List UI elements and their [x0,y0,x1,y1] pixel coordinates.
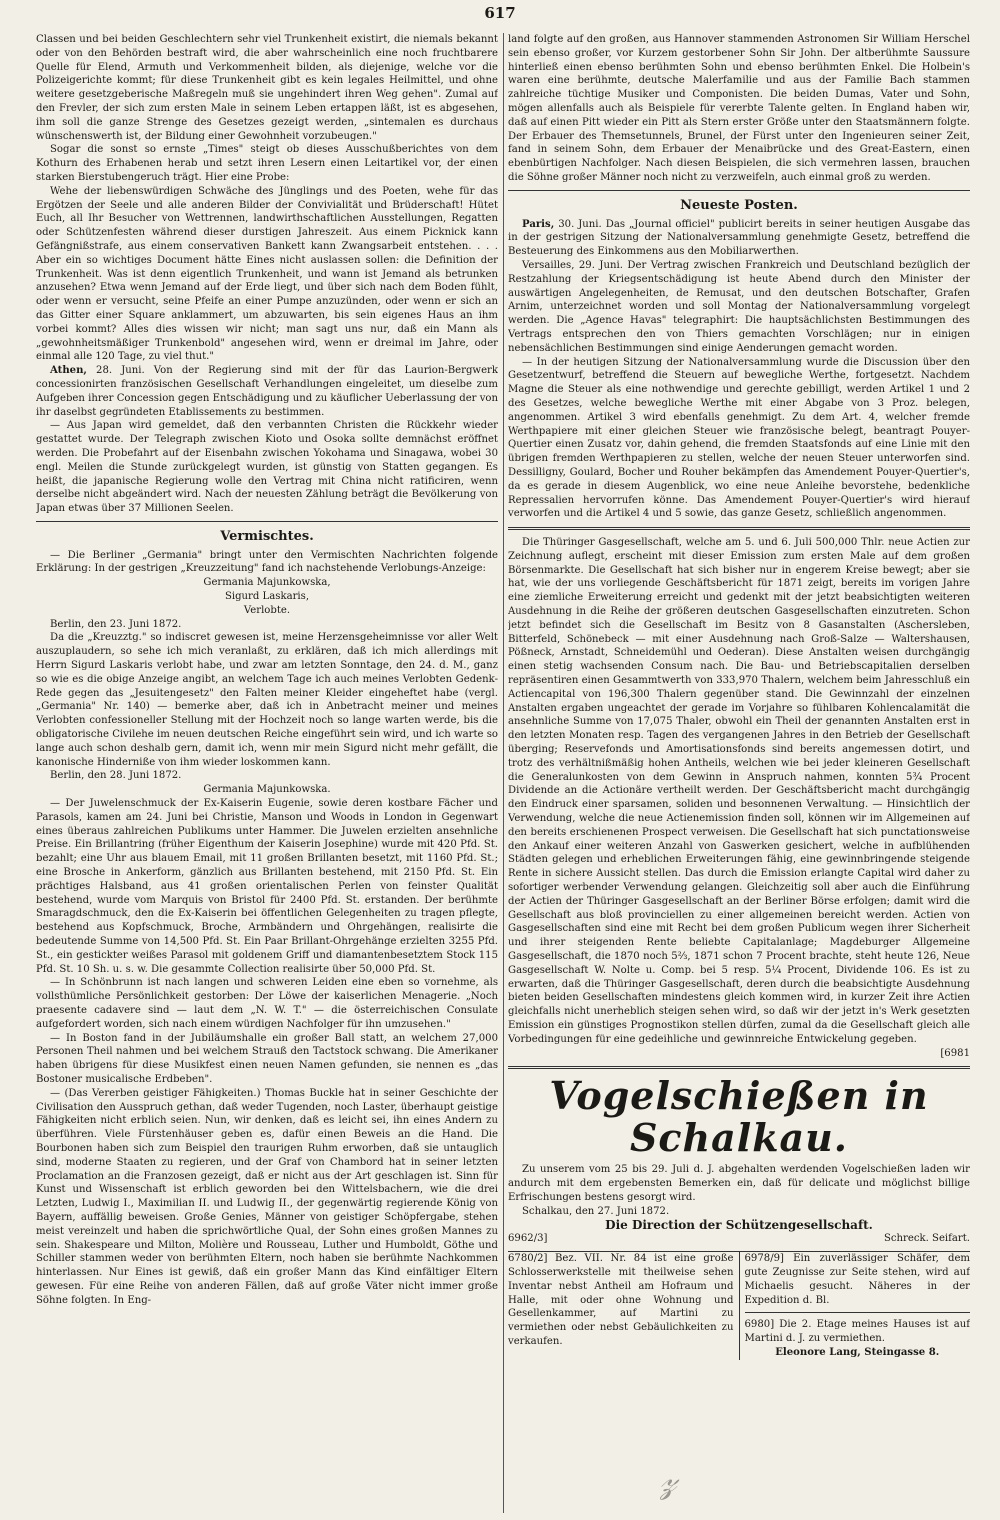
article-schoenbrunn: — In Schönbrunn ist nach langen und schweren Leiden eine eben so vornehme, als vollsthümliche Persönlichkeit gestorben: Der Löwe der kaiserlichen Menagerie. „Noch praesente cadavere sind — laut dem „N. W. T." — die österreichischen Consulate aufgefordert worden, sich nach einem würdigen Nachfolger für ihn umzusehen." [36,977,498,1030]
ad-footer [508,1232,970,1246]
right-column [508,33,970,1513]
small-ads [508,1251,970,1360]
paris-text: 30. Juni. Das „Journal officiel" publicirt bereits in seiner heutigen Ausgabe das in der gestrigen Sitzung der Nationalversammlung genehmigte Gesetz, betreffend die Besteuerung des Einkommens aus den Mobiliarwerthen. [508,218,970,258]
announcement-date: Berlin, den 23. Juni 1872. [50,618,182,630]
announcement-line-3: Verlobte. [243,604,291,616]
ad-names: Schreck. Seifart. [883,1233,970,1245]
section-rule [36,521,498,522]
ad-text: Zu unserem vom 25 bis 29. Juli d. J. abgehalten werdenden Vogelschießen laden wir andurch mit dem ergebensten Bemerken ein, daß für delicate und möglichst billige Erfrischungen bestens gesorgt wird. [508,1164,970,1203]
place-athen: Athen, [50,365,87,377]
article-times: Sogar die sonst so ernste „Times" steigt ob dieses Ausschußberichtes von dem Kothurn des Erhabenen herab und setzt ihren Lesern einen Leitartikel vor, der einen starken Bierstubengeruch trägt. Hier eine Probe: [36,144,498,183]
article-eugenie: — Der Juwelenschmuck der Ex-Kaiserin Eugenie, sowie deren kostbare Fächer und Parasols, kamen am 24. Juni bei Christie, Manson und Woods in London in Gegenwart eines überaus zahlreichen Publikums unter Hammer. Die Juwelen erzielten ansehnliche Preise. Ein Brillantring (früher Eigenthum der Kaiserin Josephine) wurde mit 420 Pfd. St. bezahlt; eine Uhr aus blauem Email, mit 11 großen Brillanten besetzt, mit 1160 Pfd. St.; eine Brosche in Ankerform, gänzlich aus Brillanten bestehend, mit 2150 Pfd. St. Ein prächtiges Halsband, aus 41 großen orientalischen Perlen von feinster Qualität bestehend, wurde vom Marquis von Bristol für 2400 Pfd. St. erstanden. Der berühmte Smaragdschmuck, den die Ex-Kaiserin bei öffentlichen Gelegenheiten zu tragen pflegte, bestehend aus Kopfschmuck, Broche, Armbändern und Ohrgehängen, realisirte die bedeutende Summe von 14,500 Pfd. St. Ein Paar Brillant-Ohrgehänge erzielten 3255 Pfd. St., ein gestickter weißes Parasol mit goldenem Griff und diamantenbesetztem Stock 115 Pfd. St. 10 Sh. u. s. w. Die gesammte Collection realisirte über 50,000 Pfd. St. [36,798,498,975]
ad-ref: 6962/3] [508,1233,548,1245]
article-quote: Wehe der liebenswürdigen Schwäche des Jünglings und des Poeten, wehe für das Ergötzen der Seele und alle anderen Bilder der Convivialität und Brüderschaft! Hütet Euch, all Ihr Besucher von Wettrennen, landwirthschaftlichen Ausstellungen, Regatten oder Schützenfesten während dieser durstigen Jahreszeit. Aus einem Picknick kann Gefängnißstrafe, aus einem conservativen Bankett kann Zwangsarbeit entstehen. . . . Aber ein so wichtiges Document hätte Eines nicht auslassen sollen: die Definition der Trunkenheit. Was ist denn eigentlich Trunkenheit, und wann ist Jemand als betrunken anzusehen? Etwa wenn Jemand auf der Erde liegt, und über sich nach dem Boden fühlt, oder wenn er versucht, seine Pfeife an einer Pumpe anzuzünden, oder wenn er sich an das Gitter einer Square anklammert, um abzuwarten, bis sein eigenes Haus an ihm vorbei kommt? Alles dies wissen wir nicht; man sagt uns nur, daß ein Mann als „gewohnheitsmäßiger Trunkenbold" angesehen wird, wenn er dreimal im Jahre, oder einmal alle 120 Tage, zu viel thut." [36,185,498,363]
signature-name: Germania Majunkowska. [203,784,331,796]
article-sitzung: — In der heutigen Sitzung der Nationalversammlung wurde die Discussion über den Gesetzentwurf, betreffend die Steuern auf bewegliche Werthe, fortgesetzt. Nachdem Magne die Steuer als eine nothwendige und gerechte gebilligt, werden Artikel 1 und 2 des Gesetzes, welche bewegliche Werthe mit einer Abgabe von 3 Proz. belegen, angenommen. Artikel 3 wird ebenfalls genehmigt. Zu dem Art. 4, welcher fremde Werthpapiere mit einer gleichen Steuer wie französische belegt, beantragt Pouyer-Quertier einen Zusatz vor, dahin gehend, die fremden Staatsfonds auf eine Linie mit den übrigen fremden Werthpapieren zu stellen, welche der neuen Steuer unterworfen sind. Dessilligny, Goulard, Bocher und Rouher bekämpfen das Amendement Pouyer-Quertier's, da es gerade in diesem Augenblick, wo eine neue Anleihe bevorstehe, bedenkliche Repressalien hervorrufen könne. Das Amendement Pouyer-Quertier's wird hierauf verworfen und die Artikel 4 und 5 sowie, das ganze Gesetz, schließlich angenommen. [508,356,970,520]
article-paris [508,218,970,259]
pencil-mark: 𝓏 [660,1460,677,1501]
page-number: 617 [484,4,516,22]
article-intro: Classen und bei beiden Geschlechtern sehr viel Trunkenheit existirt, die niemals bekannt oder von den Behörden bestraft wird, die aber wahrscheinlich eine noch fruchtbarere Quelle für Elend, Armuth und Verkommenheit bilden, als diejenige, welche vor die Polizeigerichte kommt; für diese Trunkenheit gibt es kein legales Heilmittel, und ohne weitere gesetzgeberische Maßregeln muß sie ungehindert ihren Weg gehen". Zumal auf den Frevler, der sich zum ersten Male in seinem Leben ertappen läßt, ist es abgesehen, ihm soll die ganze Strenge des Gesetzes gezeigt werden, „sintemalen es durchaus wünschenswerth ist, der Bildung einer Gewohnheit vorzubeugen." [36,34,498,142]
small-ad-1-text: 6780/2] Bez. VII. Nr. 84 ist eine große Schlosserwerkstelle mit theilweise sehen Inventar nebst Antheil am Hofraum und Halle, mit oder ohne Wohnung und Gesellenkammer, auf Martini zu vermiethen oder nebst Gebäulichkeiten zu verkaufen. [508,1253,734,1347]
ad-date: Schalkau, den 27. Juni 1872. [522,1205,670,1217]
announcement-line-2: Sigurd Laskaris, [224,591,310,603]
article-gasgesellschaft: Die Thüringer Gasgesellschaft, welche am 5. und 6. Juli 500,000 Thlr. neue Actien zur Zeichnung auflegt, erscheint mit dieser Emission zum ersten Male auf dem großen Börsenmarkte. Die Gesellschaft hat sich bisher nur in engerem Kreise bewegt; aber sie hat, wie der uns vorliegende Geschäftsbericht für 1871 zeigt, bereits im vorigen Jahre eine ziemliche Erweiterung erreicht und gedenkt mit der jetzt beabsichtigten weiteren Ausdehnung in die Reihe der größeren deutschen Gasgesellschaften einzutreten. Schon jetzt befindet sich die Gesellschaft im Besitz von 8 Gasanstalten (Aschersleben, Bitterfeld, Schönebeck — mit einer Ausdehnung nach Groß-Salze — Waltershausen, Pößneck, Arnstadt, Schneidemühl und Oederan). Diese Anstalten weisen durchgängig einen stetig wachsenden Consum nach. Die Bau- und Betriebscapitalien derselben repräsentiren einen Gesammtwerth von 333,970 Thalern, welchem beim Jahresschluß ein Actiencapital von 196,300 Thalern gegenüber stand. Die Gewinnzahl der einzelnen Anstalten ergaben ungeachtet der gerade im Vorjahre so fühlbaren Kohlencalamität die ansehnliche Summe von 17,075 Thaler, obwohl ein Theil der genannten Anstalten erst in den letzten Monaten resp. Tagen des vergangenen Jahres in den Betrieb der Gesellschaft überging; Reservefonds und Amortisationsfonds sind bereits angemessen dotirt, und trotz des verhältnißmäßig hohen Antheils, welchen wie bei jeder kleineren Gesellschaft die Generalunkosten von dem Gewinn in Anspruch nahmen, konnten 5¾ Procent Dividende an die Actionäre vertheilt werden. Der Geschäftsbericht macht durchgängig den Eindruck einer sparsamen, soliden und besonnenen Verwaltung. — Hinsichtlich der Verwendung, welche die neue Actienemission finden soll, können wir im Allgemeinen auf den bereits erschienenen Prospect verweisen. Die Gesellschaft hat sich punctationsweise den Ankauf einer weiteren Anzahl von Gaswerken gesichert, welche in aufblühenden Städten gelegen und erheblichen Erweiterungen fähig, eine gewinnbringende steigende Rente in sichere Aussicht stellen. Das durch die Emission erlangte Capital wird daher zu sofortiger werbender Verwendung gelangen. Gleichzeitig soll aber auch die Einführung der Actien der Thüringer Gasgesellschaft an der Berliner Börse erfolgen; damit wird die Gesellschaft aus bloß provinciellen zu einer allgemeinen bereicht werden. Actien von Gasgesellschaften sind eine mit Recht bei dem großen Publicum wegen ihrer Sicherheit und ihrer steigenden Rente beliebte Capitalanlage; Magdeburger Allgemeine Gasgesellschaft, die 1870 noch 5⅔, 1871 schon 7 Procent brachte, steht heute 126, Neue Gasgesellschaft W. Nolte u. Comp. bei 5 resp. 5¼ Procent, Dividende 106. Es ist zu erwarten, daß die Thüringer Gasgesellschaft, deren durch die beabsichtigte Ausdehnung bieten beiden Gesellschaften mindestens gleich kommen wird, in kurzer Zeit ihre Actien gleichfalls nicht unerheblich steigen sehen wird, so daß wir der jetzt in's Werk gesetzten Emission ein günstiges Prognostikon stellen dürfen, zumal da die Gesellschaft gleich alle Vorbedingungen für eine gedeihliche und gewinnreiche Entwickelung gegeben. [508,537,970,1045]
section-rule-right [508,190,970,191]
gas-ref: [6981 [940,1047,970,1059]
ad-rule [508,527,970,530]
ad-signature: Die Direction der Schützengesellschaft. [605,1217,873,1232]
left-column [36,33,498,1513]
article-continuation: land folgte auf den großen, aus Hannover stammenden Astronomen Sir William Herschel sein ebenso großer, vor Kurzem gestorbener Sohn Sir John. Der altberühmte Saussure hinterließ einen ebenso berühmten Sohn und ebenso berühmten Enkel. Die Holbein's waren eine berühmte, deutsche Malerfamilie und aus der Familie Bach stammen zahlreiche tüchtige Musiker und Componisten. Die beiden Dumas, Vater und Sohn, mögen allenfalls auch als Beispiele für vererbte Talente gelten. In England haben wir, daß auf einen Pitt wieder ein Pitt als Stern erster Größe unter den Staatsmännern folgte. Der Erbauer des Themsetunnels, Brunel, der Fürst unter den Ingenieuren seiner Zeit, fand in seinem Sohn, dem Erbauer der Menaibrücke und des Great-Eastern, einen ebenbürtigen Nachfolger. Nach diesen Beispielen, die sich vermehren lassen, brauchen die Söhne großer Männer noch nicht zu verzweifeln, auch einmal groß zu werden. [508,34,970,183]
signature-date: Berlin, den 28. Juni 1872. [50,770,182,782]
place-paris: Paris, [522,218,555,230]
small-ad-3-signature: Eleonore Lang, Steingasse 8. [775,1346,940,1358]
athen-text: 28. Juni. Von der Regierung sind mit der für das Laurion-Bergwerk concessionirten französischen Gesellschaft Verhandlungen eingeleitet, um dieselbe zum Aufgeben ihrer Concession gegen Entschädigung und zu käuflicher Ueberlassung der von ihr daselbst gegründeten Etablissements zu bestimmen. [36,365,498,418]
small-ad-3-text: 6980] Die 2. Etage meines Hauses ist auf Martini d. J. zu vermiethen. [744,1319,970,1345]
small-ad-rule [745,1312,971,1313]
ad-rule-2 [508,1066,970,1069]
announcement-line-1: Germania Majunkowska, [203,577,331,589]
article-kreuzztg: Da die „Kreuzztg." so indiscret gewesen ist, meine Herzensgeheimnisse vor aller Welt auszuplaudern, so sehe ich mich veranlaßt, zu erklären, daß ich mich allerdings mit Herrn Sigurd Laskaris verlobt habe, und zwar am letzten Sonntage, den 24. d. M., ganz so wie es die obige Anzeige angibt, an welchem Tage ich auch meines Verlobten Gedenk-Rede gegen das „Jesuitengesetz" den Falten meiner Kleider eingeheftet habe (vergl. „Germania" Nr. 140) — bemerke aber, daß ich in Anbetracht meiner und meines Verlobten confessioneller Stellung mit der Hochzeit noch so lange warten werde, bis die obligatorische Civilehe im neuen deutschen Reiche eingeführt sein wird, und ich warte so lange auch schon deshalb gern, damit ich, wenn mir mein Sigurd nicht mehr gefällt, die kanonische Hinderniße von ihm wieder loskommen kann. [36,632,498,768]
small-ads-column-2 [740,1252,971,1360]
article-athen [36,364,498,419]
ad-title: Vogelschießen in Schalkau. [549,1073,929,1161]
column-divider [503,33,504,1513]
article-boston: — In Boston fand in der Jubiläumshalle ein großer Ball statt, an welchem 27,000 Personen Theil nahmen und bei welchem Strauß den Tactstock schwang. Die Amerikaner haben übrigens für diese Musikfest einen neuen Namen gefunden, sie nennen es „das Bostoner musicalische Erdbeben". [36,1032,498,1085]
small-ad-werkstelle [508,1252,740,1360]
article-versailles: Versailles, 29. Juni. Der Vertrag zwischen Frankreich und Deutschland bezüglich der Restzahlung der Kriegsentschädigung ist heute Abend durch den Minister der auswärtigen Angelegenheiten, de Remusat, und den deutschen Botschafter, Grafen Arnim, unterzeichnet worden und soll Montag der Nationalversammlung vorgelegt werden. Die „Agence Havas" telegraphirt: Die hauptsächlichsten Bestimmungen des Vertrags entsprechen den von Thiers gemachten Vorschlägen; nur in einigen nebensächlichen Bestimmungen sind einige Aenderungen gemacht worden. [508,259,970,354]
article-germania: — Die Berliner „Germania" bringt unter den Vermischten Nachrichten folgende Erklärung: In der gestrigen „Kreuzzeitung" fand ich nachstehende Verlobungs-Anzeige: [36,549,498,575]
article-japan: — Aus Japan wird gemeldet, daß den verbannten Christen die Rückkehr wieder gestattet wurde. Der Telegraph zwischen Kioto und Osoka sollte demnächst eröffnet werden. Die Probefahrt auf der Eisenbahn zwischen Yokohama und Sinagawa, wobei 30 engl. Meilen die Stunde zurückgelegt wurden, ist günstig von Statten gegangen. Es heißt, die japanische Regierung wolle den Vertrag mit China nicht ratificiren, wenn derselbe nicht abgeändert wird. Nach der neuesten Zählung beträgt die Bevölkerung von Japan etwas über 37 Millionen Seelen. [36,420,498,515]
heading-vermischtes: Vermischtes. [220,528,314,544]
heading-neueste-posten: Neueste Posten. [680,197,798,213]
small-ad-2-text: 6978/9] Ein zuverlässiger Schäfer, dem gute Zeugnisse zur Seite stehen, wird auf Michaelis gesucht. Näheres in der Expedition d. Bl. [744,1253,970,1306]
article-buckle: — (Das Vererben geistiger Fähigkeiten.) Thomas Buckle hat in seiner Geschichte der Civilisation den Ausspruch gethan, daß weder Tugenden, noch Laster, überhaupt geistige Fähigkeiten nicht erblich seien. Nun, wir denken, daß es leicht sei, ihn eines Andern zu überführen. Viele Fürstenhäuser geben es, dafür einen Beweis an die Hand. Die Bourbonen haben sich zum Beispiel den traurigen Ruhm erworben, daß sie untauglich sind, moderne Staaten zu regieren, und der Graf von Chambord hat in seiner letzten Proclamation an die Franzosen gezeigt, daß er nicht aus der Art geschlagen ist. Sinn für Kunst und Wissenschaft ist erblich geworden bei den Wittelsbachern, wie die drei Letzten, Ludwig I., Maximilian II. und Ludwig II., der gegenwärtig regierende König von Bayern, auffällig beweisen. Große Genies, Männer von geistiger Schöpfergabe, stehen meist vereinzelt und haben die sprichwörtliche Qual, der Sohn eines großen Mannes zu sein. Shakespeare und Milton, Molière und Rousseau, Luther und Humboldt, Göthe und Schiller stammen weder von berühmten Eltern, noch haben sie berühmte Nachkommen hinterlassen. Nur Eines ist gewiß, daß ein großer Mann das Kind einfältiger Eltern gewesen. Für eine Reihe von anderen Fällen, daß auf große Väter nicht immer große Söhne folgten. In Eng- [36,1087,498,1306]
